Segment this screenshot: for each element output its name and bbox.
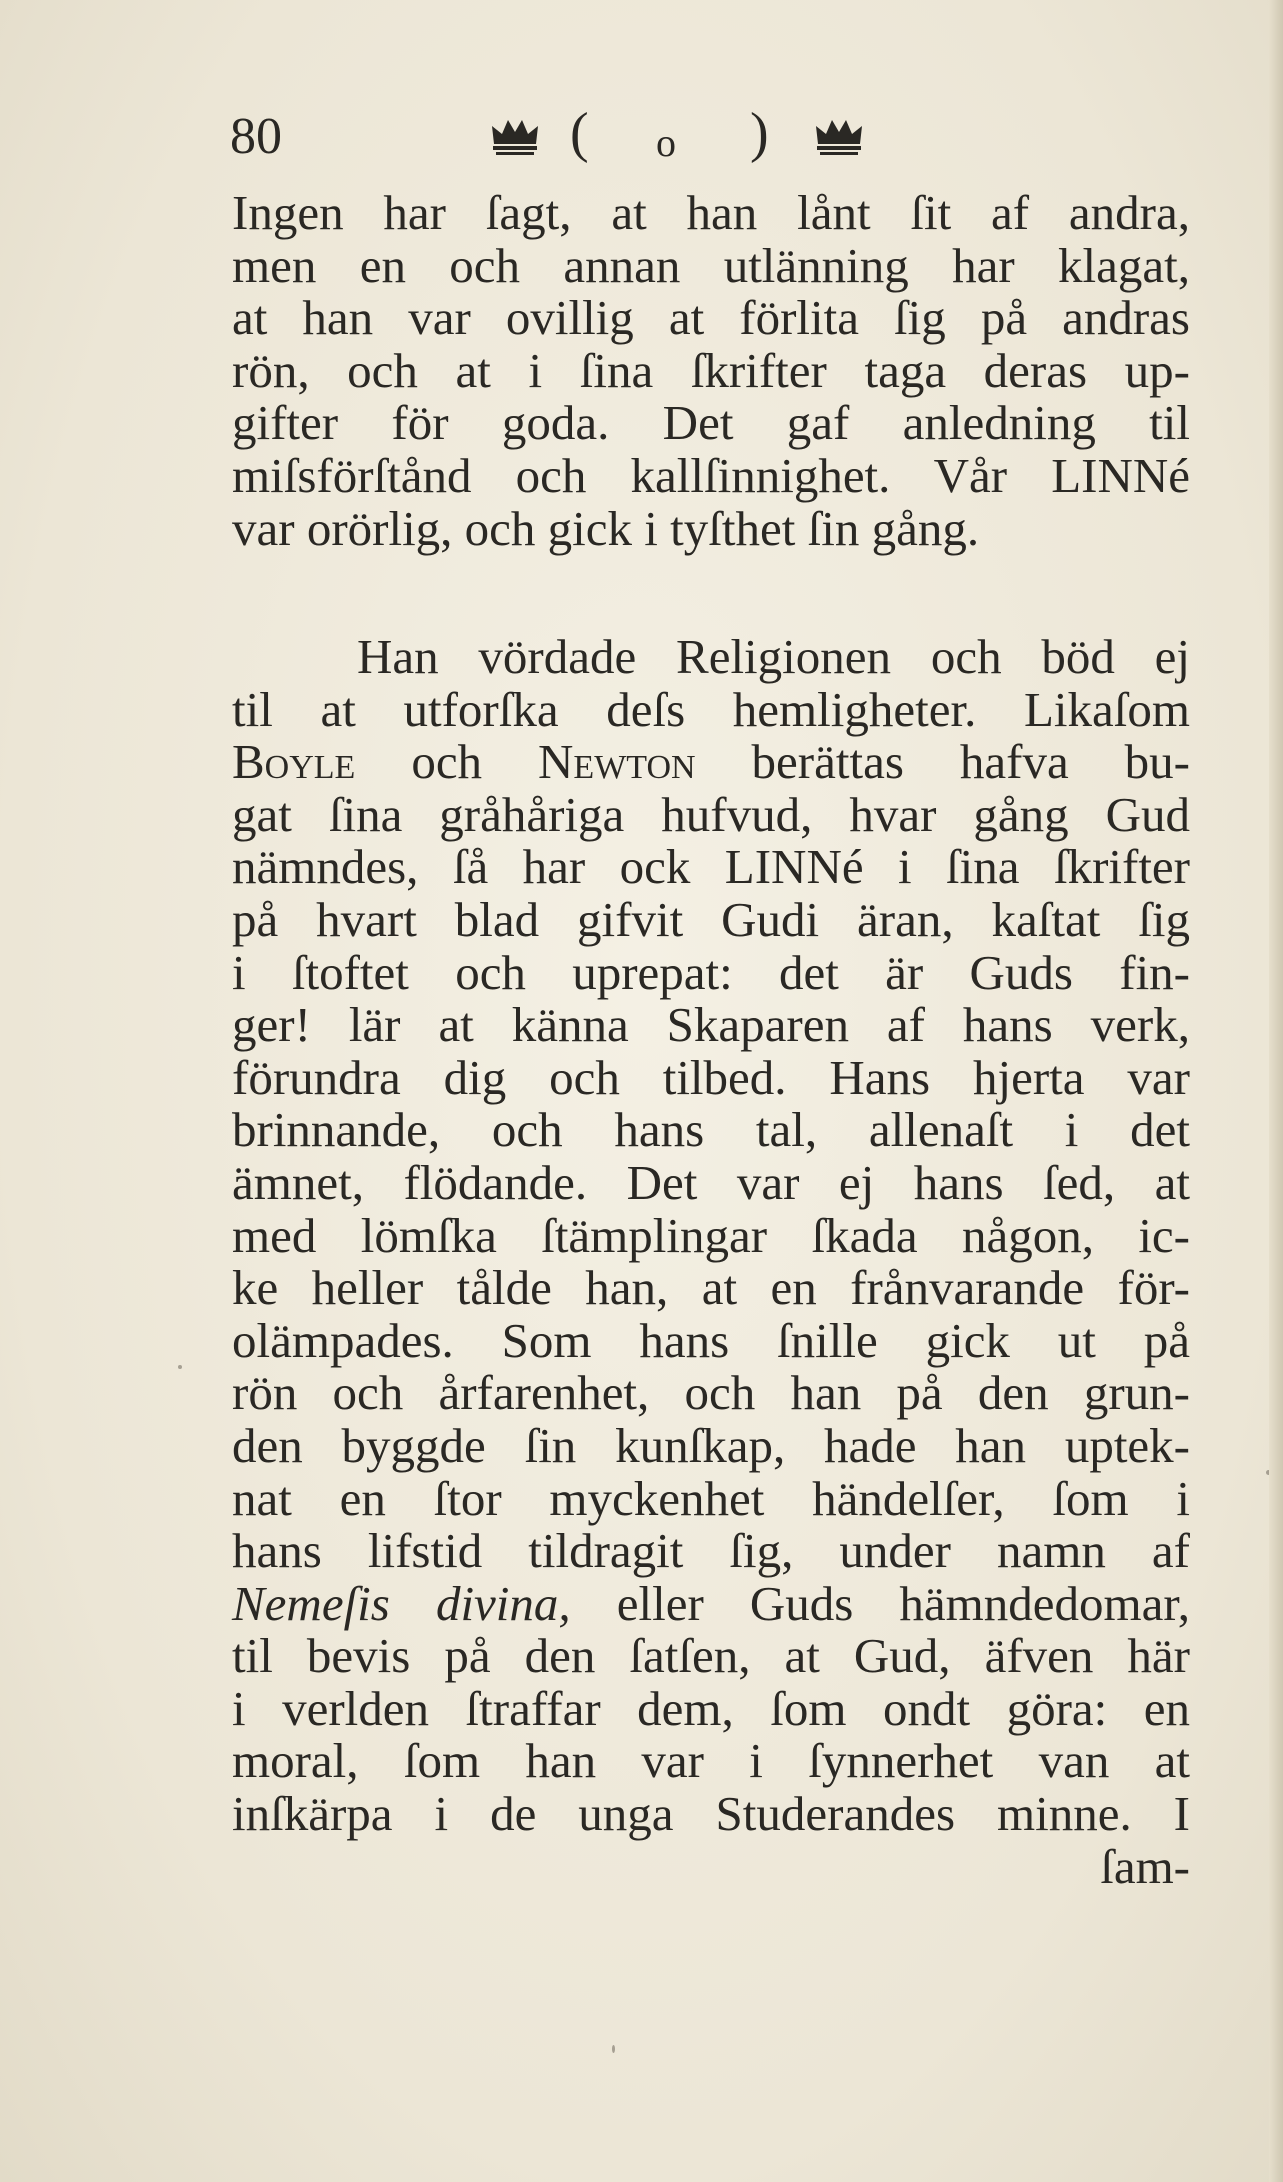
text-line: at han var ovillig at förlita ſig på andras <box>232 290 1190 346</box>
text-line: olämpades. Som hans ſnille gick ut på <box>232 1312 1190 1368</box>
text-line: Ingen har ſagt, at han lånt ſit af andra, <box>232 185 1190 240</box>
page-header <box>230 102 930 172</box>
text-line: nämndes, ſå har ock LINNé i ſina ſkrifter <box>232 839 1190 895</box>
text-fragment: berättas hafva bu- <box>751 734 1191 790</box>
text-line: i ſtoftet och uprepat: det är Guds fin- <box>232 944 1190 1000</box>
text-line: i verlden ſtraffar dem, ſom ondt göra: en <box>232 1680 1190 1736</box>
paper-speck <box>178 1365 182 1369</box>
text-line: var orörlig, och gick i tyſthet ſin gång. <box>232 500 980 556</box>
text-line: på hvart blad gifvit Gudi äran, kaſtat ſig <box>232 891 1190 947</box>
text-line: brinnande, och hans tal, allenaſt i det <box>232 1102 1190 1158</box>
text-line: miſsförſtånd och kallſinnighet. Vår LINNé <box>232 447 1190 503</box>
text-line: den byggde ſin kunſkap, hade han uptek- <box>232 1417 1190 1473</box>
text-fragment: eller Guds hämndedomar, <box>616 1575 1191 1631</box>
text-line: med lömſka ſtämplingar ſkada någon, ic- <box>232 1207 1190 1263</box>
name-newton: Newton <box>538 734 696 790</box>
text-line: inſkärpa i de unga Studerandes minne. I <box>232 1786 1190 1842</box>
text-line: men en och annan utlänning har klagat, <box>232 237 1190 293</box>
crown-ornament-icon <box>812 114 866 158</box>
text-fragment: och <box>411 734 483 790</box>
text-line: moral, ſom han var i ſynnerhet van at <box>232 1733 1190 1789</box>
crown-ornament-icon <box>488 114 542 158</box>
page-edge <box>1269 0 1283 2182</box>
name-boyle: Boyle <box>232 734 356 790</box>
text-line: til at utforſka deſs hemligheter. Likaſom <box>232 681 1190 737</box>
signature-mark: o <box>656 120 676 165</box>
text-line: förundra dig och tilbed. Hans hjerta var <box>232 1049 1190 1105</box>
text-line: Han vördade Religionen och böd ej <box>357 629 1190 684</box>
text-line: ke heller tålde han, at en frånvarande för- <box>232 1260 1190 1316</box>
text-line: hans lifstid tildragit ſig, under namn af <box>232 1523 1190 1579</box>
text-line: gifter för goda. Det gaf anledning til <box>232 395 1190 451</box>
text-line: til bevis på den ſatſen, at Gud, äfven här <box>232 1628 1190 1684</box>
text-line: rön, och at i ſina ſkrifter taga deras up- <box>232 342 1190 398</box>
header-paren-right: ) <box>750 102 769 164</box>
text-line: ämnet, flödande. Det var ej hans ſed, at <box>232 1154 1190 1210</box>
text-line: nat en ſtor myckenhet händelſer, ſom i <box>232 1470 1190 1526</box>
page-number: 80 <box>230 108 282 165</box>
text-line: gat ſina gråhåriga hufvud, hvar gång Gud <box>232 786 1190 842</box>
title-nemesis-divina: Nemeſis divina, <box>232 1575 571 1631</box>
text-line <box>232 1575 1191 1631</box>
text-line: ger! lär at känna Skaparen af hans verk, <box>232 997 1190 1053</box>
paragraph-2 <box>232 631 1190 1893</box>
paper-speck <box>612 2045 615 2053</box>
paragraph-1 <box>232 187 1190 555</box>
header-paren-left: ( <box>570 102 589 164</box>
text-line: rön och årfarenhet, och han på den grun- <box>232 1365 1190 1421</box>
catchword: ſam- <box>1100 1838 1190 1894</box>
text-line <box>232 736 1190 789</box>
